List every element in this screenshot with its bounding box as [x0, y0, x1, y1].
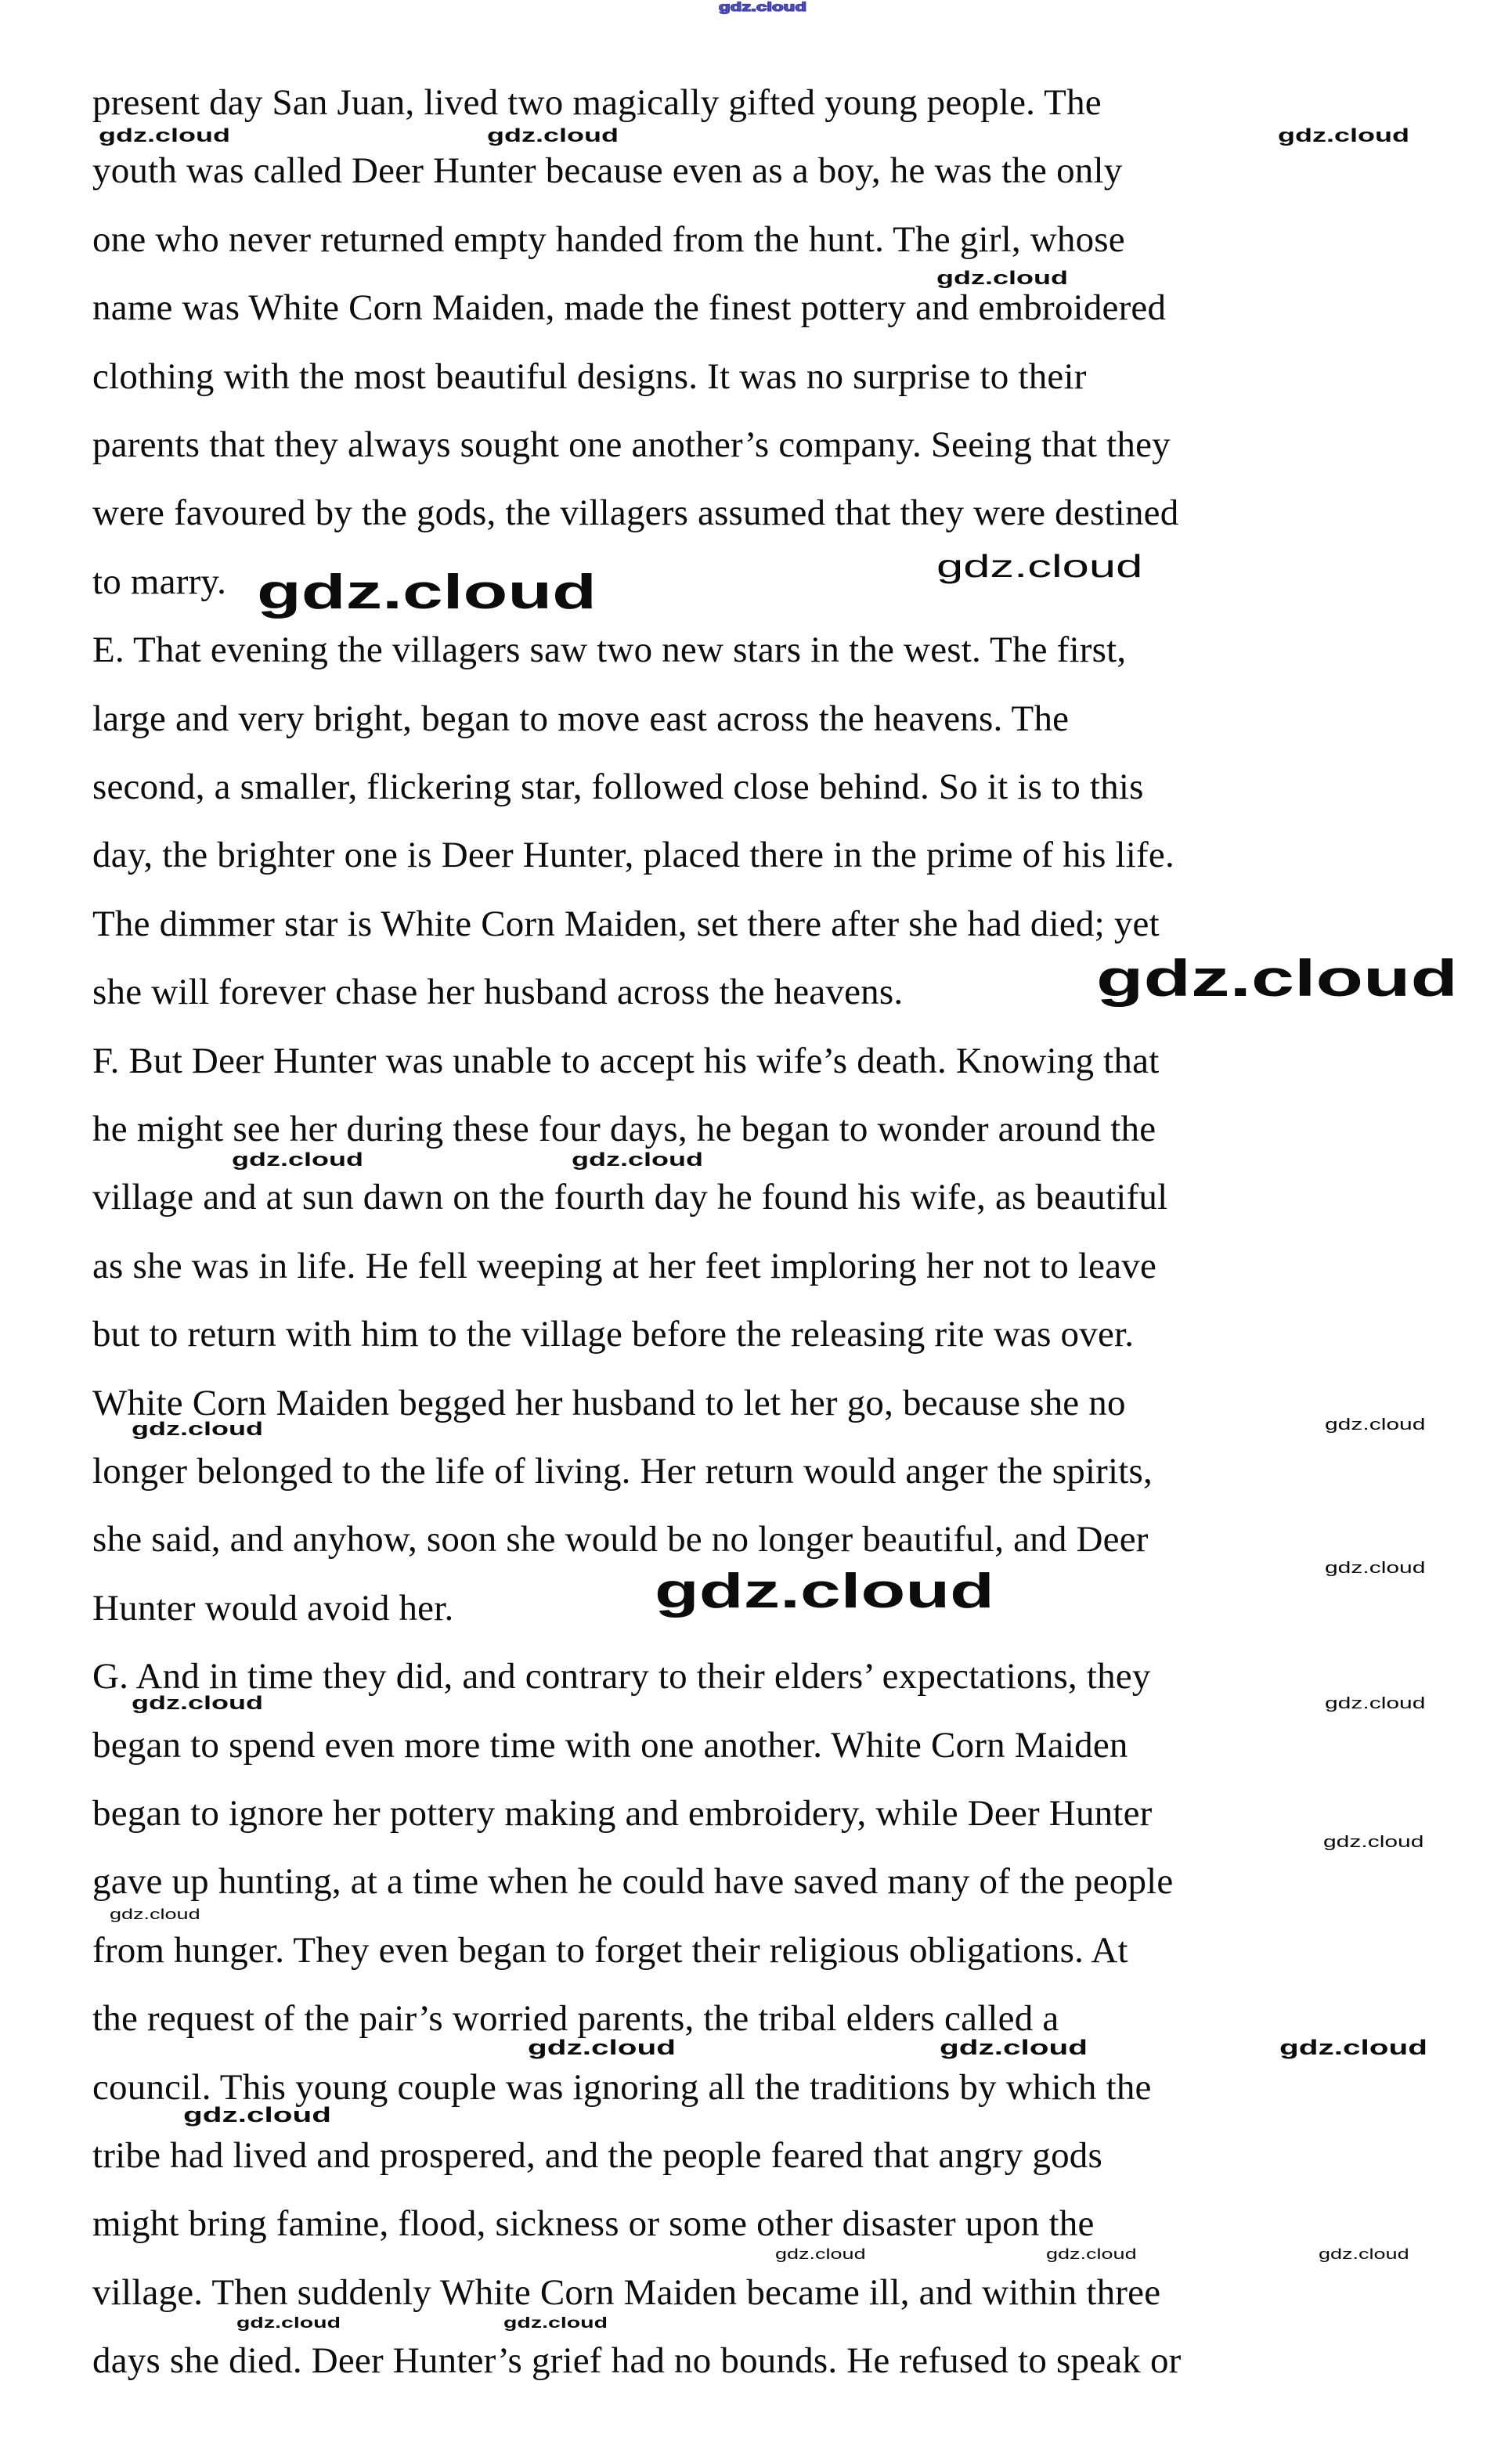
text-line: longer belonged to the life of living. Her return would anger the spirits,: [92, 1451, 1153, 1492]
text-line: large and very bright, began to move east across the heavens. The: [92, 698, 1070, 739]
text-line: G. And in time they did, and contrary to their elders’ expectations, they: [92, 1656, 1151, 1697]
watermark-outlined: gdz.cloud: [719, 1, 806, 14]
text-line: he might see her during these four days, he began to wonder around the: [92, 1109, 1156, 1149]
text-line: but to return with him to the village before the releasing rite was over.: [92, 1314, 1135, 1355]
text-line: tribe had lived and prospered, and the people feared that angry gods: [92, 2135, 1102, 2176]
text-line: days she died. Deer Hunter’s grief had no bounds. He refused to speak or: [92, 2340, 1182, 2381]
watermark: gdz.cloud: [775, 2246, 866, 2262]
text-line: village. Then suddenly White Corn Maiden became ill, and within three: [92, 2272, 1161, 2313]
text-line: from hunger. They even began to forget their religious obligations. At: [92, 1930, 1128, 1971]
text-line: as she was in life. He fell weeping at her feet imploring her not to leave: [92, 1246, 1157, 1286]
text-line: name was White Corn Maiden, made the finest pottery and embroidered: [92, 287, 1167, 328]
text-line: White Corn Maiden begged her husband to let her go, because she no: [92, 1383, 1126, 1423]
text-line: F. But Deer Hunter was unable to accept his wife’s death. Knowing that: [92, 1041, 1160, 1081]
text-line: were favoured by the gods, the villagers assumed that they were destined: [92, 492, 1179, 533]
text-line: one who never returned empty handed from the hunt. The girl, whose: [92, 219, 1125, 260]
watermark: gdz.cloud: [110, 1907, 200, 1922]
watermark: gdz.cloud: [1278, 125, 1409, 146]
text-line: day, the brighter one is Deer Hunter, placed there in the prime of his life.: [92, 835, 1174, 875]
watermark: gdz.cloud: [936, 548, 1143, 584]
watermark: gdz.cloud: [572, 1149, 703, 1171]
watermark: gdz.cloud: [940, 2036, 1088, 2059]
watermark: gdz.cloud: [1323, 1834, 1424, 1851]
text-line: youth was called Deer Hunter because even as a boy, he was the only: [92, 150, 1123, 191]
watermark: gdz.cloud: [1046, 2246, 1137, 2262]
text-line: began to ignore her pottery making and embroidery, while Deer Hunter: [92, 1793, 1153, 1834]
watermark: gdz.cloud: [257, 565, 597, 619]
text-line: Hunter would avoid her.: [92, 1588, 454, 1629]
watermark: gdz.cloud: [183, 2103, 331, 2127]
text-line: second, a smaller, flickering star, followed close behind. So it is to this: [92, 767, 1144, 807]
text-line: began to spend even more time with one another. White Corn Maiden: [92, 1725, 1128, 1766]
text-line: to marry.: [92, 561, 227, 602]
watermark: gdz.cloud: [487, 125, 619, 146]
watermark: gdz.cloud: [99, 125, 230, 146]
watermark: gdz.cloud: [655, 1564, 994, 1618]
text-line: might bring famine, flood, sickness or some other disaster upon the: [92, 2203, 1095, 2244]
watermark: gdz.cloud: [1096, 949, 1458, 1007]
text-line: the request of the pair’s worried parents, the tribal elders called a: [92, 1998, 1059, 2039]
text-line: parents that they always sought one another’s company. Seeing that they: [92, 424, 1171, 465]
text-line: The dimmer star is White Corn Maiden, set there after she had died; yet: [92, 904, 1160, 944]
text-line: she will forever chase her husband across the heavens.: [92, 972, 904, 1012]
text-line: gave up hunting, at a time when he could have saved many of the people: [92, 1861, 1174, 1902]
watermark: gdz.cloud: [1319, 2246, 1409, 2262]
watermark: gdz.cloud: [236, 2315, 341, 2332]
watermark: gdz.cloud: [528, 2036, 676, 2059]
text-line: council. This young couple was ignoring all the traditions by which the: [92, 2067, 1152, 2108]
watermark: gdz.cloud: [1325, 1416, 1426, 1434]
text-line: E. That evening the villagers saw two new stars in the west. The first,: [92, 630, 1127, 670]
text-line: she said, and anyhow, soon she would be no longer beautiful, and Deer: [92, 1519, 1149, 1560]
watermark: gdz.cloud: [132, 1693, 263, 1714]
text-line: village and at sun dawn on the fourth day he found his wife, as beautiful: [92, 1177, 1168, 1218]
watermark: gdz.cloud: [1325, 1695, 1426, 1712]
watermark: gdz.cloud: [936, 268, 1068, 289]
watermark: gdz.cloud: [232, 1149, 363, 1171]
watermark: gdz.cloud: [503, 2315, 608, 2332]
watermark: gdz.cloud: [1325, 1560, 1426, 1577]
watermark: gdz.cloud: [1279, 2036, 1427, 2059]
watermark: gdz.cloud: [132, 1419, 263, 1440]
text-line: present day San Juan, lived two magically gifted young people. The: [92, 82, 1102, 123]
text-line: clothing with the most beautiful designs. It was no surprise to their: [92, 356, 1087, 397]
